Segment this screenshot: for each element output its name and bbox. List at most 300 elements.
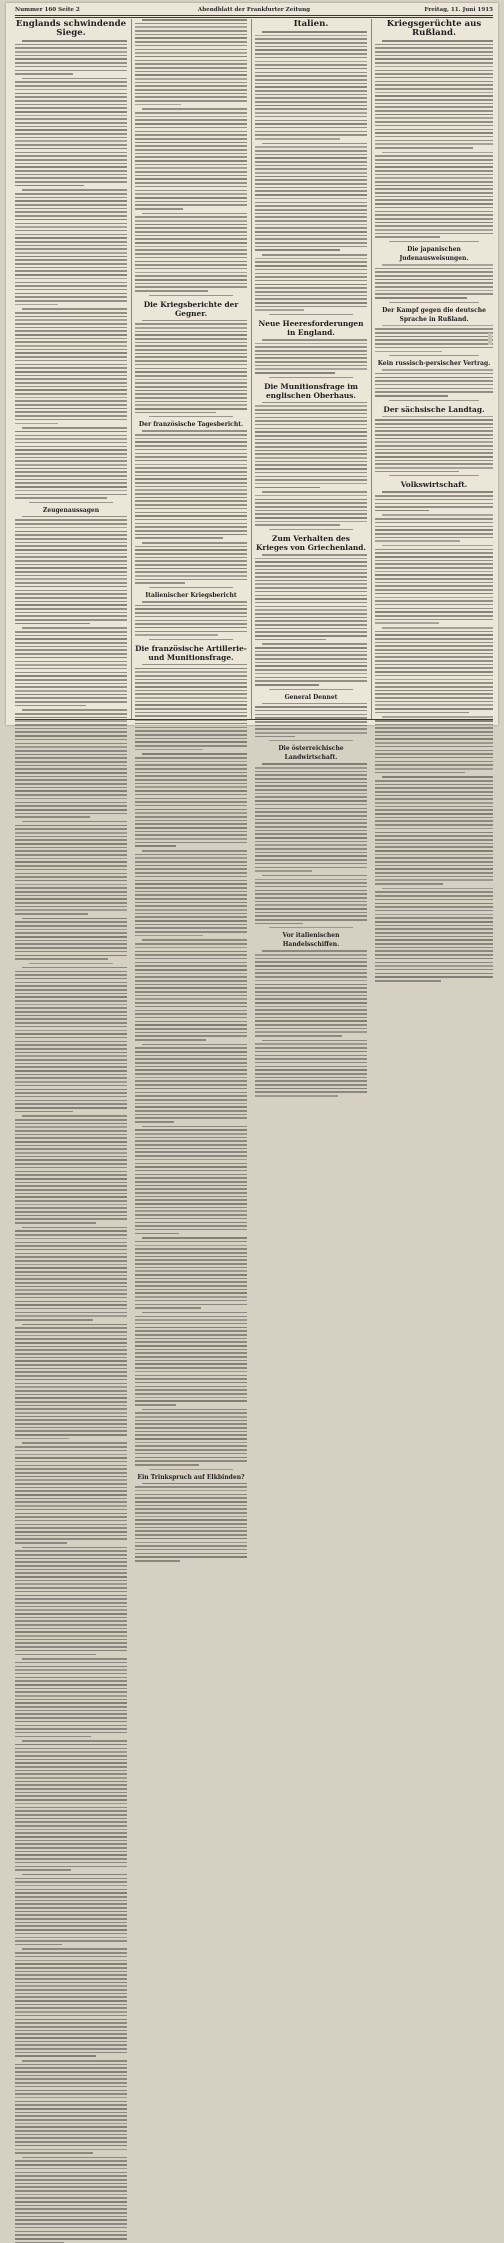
text-line <box>375 928 493 930</box>
text-line <box>15 929 127 931</box>
text-line <box>135 723 247 725</box>
text-line <box>375 857 493 859</box>
text-line <box>135 1144 247 1146</box>
text-line <box>375 143 493 145</box>
text-line <box>15 2238 127 2240</box>
text-line <box>135 1460 247 1462</box>
text-line <box>15 2037 127 2039</box>
text-line <box>375 81 493 83</box>
text-line <box>375 817 493 819</box>
text-line <box>15 375 127 377</box>
text-line <box>255 595 367 597</box>
text-line <box>255 954 367 956</box>
text-line <box>15 1211 127 1213</box>
text-line <box>135 434 247 436</box>
text-line <box>15 772 127 774</box>
text-line <box>375 388 493 390</box>
text-line <box>135 1225 247 1227</box>
text-line <box>375 742 493 744</box>
text-line <box>135 991 247 993</box>
text-line <box>135 149 247 151</box>
text-line <box>15 1952 127 1954</box>
text-line <box>15 2000 127 2002</box>
text-line <box>255 146 367 148</box>
text-line <box>255 90 367 92</box>
text-line <box>255 483 367 485</box>
text-line <box>15 2004 127 2006</box>
text-line <box>15 1159 127 1161</box>
text-line <box>135 112 247 114</box>
text-line <box>135 1095 247 1097</box>
text-line <box>255 35 367 37</box>
article-paragraph <box>135 1312 247 1406</box>
article-paragraph <box>15 918 127 960</box>
text-line <box>375 166 493 168</box>
text-line <box>15 735 127 737</box>
text-line <box>255 673 367 675</box>
text-line <box>15 1881 127 1883</box>
article-paragraph <box>135 850 247 936</box>
text-line <box>15 1070 127 1072</box>
text-line <box>255 510 367 512</box>
text-line <box>135 1330 247 1332</box>
text-line <box>375 177 493 179</box>
text-line <box>15 538 127 540</box>
text-line <box>255 609 367 611</box>
text-line <box>15 497 107 499</box>
text-line <box>135 1497 247 1499</box>
text-line <box>15 657 127 659</box>
text-line <box>15 1706 127 1708</box>
text-line <box>15 1889 127 1891</box>
text-line <box>15 1940 127 1942</box>
text-line <box>15 177 127 179</box>
text-line <box>142 753 247 755</box>
text-line <box>15 1479 127 1481</box>
text-line <box>15 1662 127 1664</box>
text-line <box>375 667 493 669</box>
text-line <box>15 323 127 325</box>
text-line <box>15 1531 127 1533</box>
text-line <box>15 1260 127 1262</box>
text-line <box>135 216 247 218</box>
text-line <box>15 1196 127 1198</box>
text-line <box>135 397 247 399</box>
text-line <box>135 119 247 121</box>
text-line <box>375 727 493 729</box>
text-line <box>255 453 367 455</box>
text-line <box>375 88 493 90</box>
text-line <box>135 238 247 240</box>
text-line <box>135 704 247 706</box>
text-line <box>255 613 367 615</box>
text-line <box>15 802 127 804</box>
text-line <box>15 1107 127 1109</box>
text-line <box>15 902 127 904</box>
text-line <box>15 1185 127 1187</box>
text-line <box>255 844 367 846</box>
text-line <box>15 1688 127 1690</box>
text-line <box>15 787 127 789</box>
text-line <box>142 1409 247 1411</box>
text-line <box>135 560 247 562</box>
text-line <box>15 1282 127 1284</box>
text-line <box>135 1300 247 1302</box>
text-line <box>135 1035 247 1037</box>
text-line <box>255 343 367 345</box>
article-heading: Zeugenaussagen <box>42 506 100 514</box>
text-line <box>15 1748 127 1750</box>
text-line <box>15 809 127 811</box>
text-line <box>15 2055 96 2057</box>
text-line <box>375 552 493 554</box>
text-line <box>135 1058 247 1060</box>
text-line <box>255 1017 367 1019</box>
text-line <box>15 431 127 433</box>
text-line <box>15 1472 127 1474</box>
article-paragraph <box>135 939 247 1040</box>
text-line <box>15 1847 127 1849</box>
text-line <box>135 1304 247 1306</box>
text-line <box>135 390 247 392</box>
article-paragraph <box>15 1740 127 1871</box>
text-line <box>375 181 493 183</box>
text-line <box>255 231 367 233</box>
text-line <box>15 754 127 756</box>
text-line <box>375 809 493 811</box>
text-line <box>15 345 127 347</box>
text-line <box>375 222 493 224</box>
text-line <box>375 155 493 157</box>
text-line <box>135 1274 247 1276</box>
text-line <box>135 467 247 469</box>
newspaper-title: Abendblatt der Frankfurter Zeitung <box>197 7 311 13</box>
text-line <box>15 564 127 566</box>
text-line <box>135 831 247 833</box>
text-line <box>382 888 493 890</box>
text-line <box>15 1204 127 1206</box>
text-line <box>15 81 127 83</box>
text-line <box>262 554 367 556</box>
text-line <box>135 156 247 158</box>
article-paragraph <box>255 31 367 140</box>
text-line <box>15 909 127 911</box>
text-line <box>135 1185 247 1187</box>
text-line <box>135 827 247 829</box>
text-line <box>15 2048 127 2050</box>
text-line <box>255 561 367 563</box>
text-line <box>135 167 247 169</box>
article-paragraph <box>135 542 247 584</box>
text-line <box>15 1832 127 1834</box>
text-line <box>255 879 367 881</box>
text-line <box>375 917 493 919</box>
text-line <box>15 159 127 161</box>
text-line <box>15 805 127 807</box>
text-line <box>15 259 127 261</box>
text-line <box>15 1635 127 1637</box>
text-line <box>15 2145 127 2147</box>
text-line <box>375 876 493 878</box>
text-line <box>135 1397 247 1399</box>
text-line <box>15 705 86 707</box>
text-line <box>135 127 247 129</box>
text-line <box>255 583 367 585</box>
text-line <box>255 258 367 260</box>
text-line <box>15 1762 127 1764</box>
page-tab <box>488 333 492 345</box>
text-line <box>15 482 127 484</box>
text-line <box>255 639 326 641</box>
text-line <box>375 850 493 852</box>
text-line <box>255 291 367 293</box>
text-line <box>375 452 493 454</box>
article-paragraph <box>135 320 247 414</box>
text-line <box>255 793 367 795</box>
text-line <box>15 1461 127 1463</box>
text-line <box>255 785 367 787</box>
text-line <box>15 1178 127 1180</box>
text-line <box>375 582 493 584</box>
article-paragraph <box>255 1040 367 1097</box>
text-line <box>375 445 493 447</box>
text-line <box>255 413 367 415</box>
text-line <box>255 669 367 671</box>
text-line <box>255 502 367 504</box>
text-line <box>15 1048 127 1050</box>
article-separator <box>389 400 479 401</box>
article-separator <box>149 1469 233 1470</box>
text-line <box>135 1192 247 1194</box>
text-line <box>375 820 493 822</box>
text-line <box>375 55 493 57</box>
text-line <box>255 439 367 441</box>
text-line <box>375 802 493 804</box>
text-line <box>135 85 247 87</box>
text-line <box>15 1996 127 1998</box>
text-line <box>15 2137 127 2139</box>
text-line <box>15 2179 127 2181</box>
text-line <box>15 1498 127 1500</box>
text-line <box>135 1404 176 1406</box>
text-line <box>15 813 127 815</box>
text-line <box>15 925 127 927</box>
text-line <box>375 271 493 273</box>
text-line <box>255 822 367 824</box>
text-line <box>255 165 367 167</box>
text-line <box>135 1114 247 1116</box>
text-line <box>255 120 367 122</box>
article-paragraph <box>135 1237 247 1309</box>
text-line <box>255 972 367 974</box>
text-line <box>15 1134 127 1136</box>
text-line <box>22 40 127 42</box>
text-line <box>135 772 247 774</box>
article-paragraph <box>375 152 493 238</box>
article-paragraph <box>135 213 247 292</box>
text-line <box>135 175 247 177</box>
text-line <box>135 682 247 684</box>
text-line <box>135 1449 247 1451</box>
text-line <box>135 1110 247 1112</box>
text-line <box>142 1312 247 1314</box>
text-line <box>22 189 127 191</box>
issue-date: Freitag, 11. Juni 1915 <box>424 7 493 13</box>
text-line <box>375 99 493 101</box>
text-line <box>15 1609 127 1611</box>
text-line <box>15 453 127 455</box>
article-heading: Vor italienischen Handelsschiffen. <box>282 932 340 949</box>
text-line <box>15 1454 127 1456</box>
text-line <box>15 1222 96 1224</box>
text-line <box>142 108 247 110</box>
text-line <box>15 479 127 481</box>
text-line <box>135 727 247 729</box>
article-heading: Englands schwindende Siege. <box>15 19 127 38</box>
text-line <box>135 845 176 847</box>
text-line <box>135 809 247 811</box>
text-line <box>135 757 247 759</box>
text-line <box>22 2060 127 2062</box>
text-line <box>15 1695 127 1697</box>
text-line <box>135 286 247 288</box>
text-line <box>15 2234 127 2236</box>
text-line <box>255 558 367 560</box>
text-line <box>255 517 367 519</box>
text-line <box>22 1874 127 1876</box>
text-line <box>135 445 247 447</box>
text-line <box>15 590 127 592</box>
text-line <box>15 2123 127 2125</box>
text-line <box>15 743 127 745</box>
article-paragraph <box>15 2157 127 2243</box>
text-line <box>15 2223 127 2225</box>
text-line <box>15 750 127 752</box>
text-line <box>15 1538 127 1540</box>
text-line <box>375 377 493 379</box>
text-line <box>255 651 367 653</box>
article-paragraph <box>15 189 127 305</box>
text-line <box>135 634 218 636</box>
text-line <box>255 987 367 989</box>
text-line <box>255 131 367 133</box>
text-line <box>135 1508 247 1510</box>
text-line <box>15 985 127 987</box>
text-line <box>15 1390 127 1392</box>
text-line <box>15 316 127 318</box>
text-line <box>22 967 127 969</box>
text-line <box>135 1017 247 1019</box>
text-line <box>15 1103 127 1105</box>
text-line <box>15 1163 127 1165</box>
text-line <box>15 1732 127 1734</box>
article-paragraph <box>15 1324 127 1440</box>
text-line <box>15 1677 127 1679</box>
text-line <box>15 468 127 470</box>
text-line <box>255 771 367 773</box>
text-line <box>382 716 493 718</box>
text-line <box>15 1911 127 1913</box>
text-line <box>15 1468 127 1470</box>
text-line <box>135 715 247 717</box>
article-paragraph <box>255 875 367 925</box>
text-line <box>135 861 247 863</box>
article-paragraph <box>375 416 493 473</box>
text-line <box>15 352 127 354</box>
text-line <box>375 463 493 465</box>
text-line <box>375 906 493 908</box>
text-line <box>135 453 247 455</box>
text-line <box>15 1583 127 1585</box>
text-line <box>375 236 440 238</box>
article-paragraph <box>255 402 367 488</box>
text-line <box>15 415 127 417</box>
text-line <box>375 914 493 916</box>
text-line <box>375 854 493 856</box>
text-line <box>142 1126 247 1128</box>
text-line <box>15 408 127 410</box>
text-line <box>135 823 247 825</box>
text-line <box>375 47 493 49</box>
text-line <box>135 987 247 989</box>
text-line <box>255 965 367 967</box>
text-line <box>255 617 367 619</box>
text-line <box>15 1242 127 1244</box>
text-line <box>15 296 127 298</box>
text-line <box>255 837 367 839</box>
text-line <box>15 694 127 696</box>
text-line <box>15 1869 71 1871</box>
text-line <box>15 312 127 314</box>
article-separator <box>29 963 113 964</box>
text-line <box>15 1331 127 1333</box>
text-line <box>255 431 367 433</box>
text-line <box>255 980 367 982</box>
text-line <box>15 1152 127 1154</box>
text-line <box>15 816 90 818</box>
text-line <box>15 1253 127 1255</box>
text-line <box>375 560 493 562</box>
text-line <box>135 412 216 414</box>
text-line <box>375 103 493 105</box>
text-line <box>375 121 493 123</box>
text-line <box>255 665 367 667</box>
text-line <box>15 1825 127 1827</box>
text-line <box>255 796 367 798</box>
text-line <box>255 572 367 574</box>
text-line <box>15 1591 127 1593</box>
article-heading: Zum Verhalten des Krieges von Griechenland. <box>256 533 366 552</box>
text-line <box>375 879 493 881</box>
text-line <box>15 2168 127 2170</box>
text-line <box>255 808 367 810</box>
text-line <box>255 168 367 170</box>
text-line <box>375 70 493 72</box>
text-line <box>15 560 127 562</box>
text-line <box>15 282 127 284</box>
article-paragraph <box>15 821 127 915</box>
text-line <box>135 779 247 781</box>
article-separator <box>149 587 233 588</box>
text-line <box>135 456 247 458</box>
text-line <box>375 132 493 134</box>
article-paragraph <box>255 339 367 374</box>
text-line <box>15 2183 127 2185</box>
text-line <box>255 725 367 727</box>
text-line <box>255 815 367 817</box>
text-line <box>15 1929 127 1931</box>
text-line <box>135 998 247 1000</box>
